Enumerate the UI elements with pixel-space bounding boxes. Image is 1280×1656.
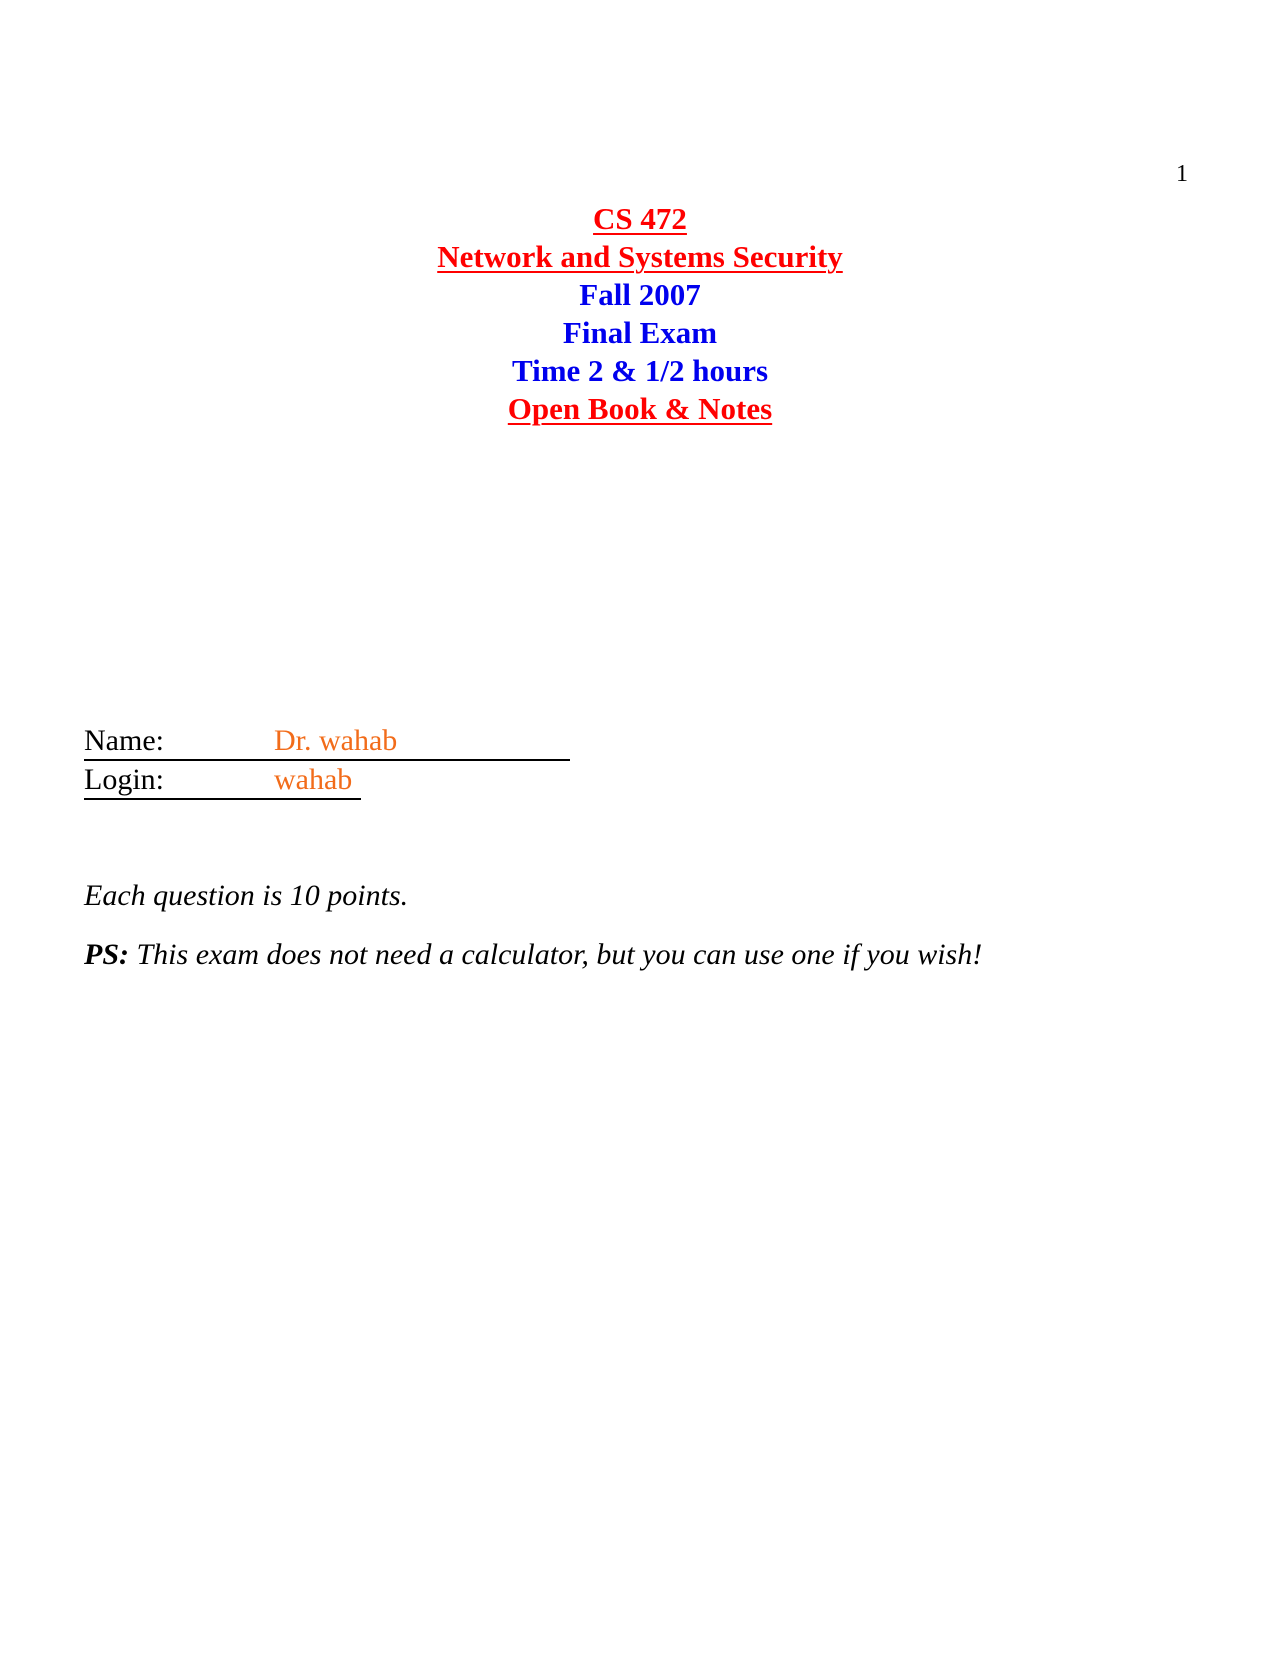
- ps-label: PS:: [84, 938, 129, 971]
- term-line: [0, 276, 1280, 314]
- course-title-line: [0, 238, 1280, 276]
- name-value: Dr. wahab: [274, 724, 398, 757]
- points-note: Each question is 10 points.: [84, 879, 409, 912]
- login-field: [84, 762, 361, 800]
- exam-rules: Open Book & Notes: [507, 391, 773, 426]
- course-title: Network and Systems Security: [437, 239, 843, 274]
- course-code: CS 472: [593, 201, 687, 236]
- ps-text: This exam does not need a calculator, but you can use one if you wish!: [129, 938, 983, 971]
- login-value: wahab: [274, 763, 353, 796]
- page-number: 1: [1176, 161, 1188, 187]
- name-field: [84, 723, 570, 761]
- exam-type-line: [0, 314, 1280, 352]
- ps-note: [84, 937, 982, 973]
- duration-line: [0, 352, 1280, 390]
- rules-line: [0, 390, 1280, 428]
- course-code-line: [0, 200, 1280, 238]
- exam-type: Final Exam: [562, 315, 718, 350]
- exam-header: [0, 200, 1280, 428]
- duration: Time 2 & 1/2 hours: [511, 353, 769, 388]
- term: Fall 2007: [579, 277, 701, 312]
- login-label: Login:: [84, 763, 164, 796]
- name-label: Name:: [84, 724, 164, 757]
